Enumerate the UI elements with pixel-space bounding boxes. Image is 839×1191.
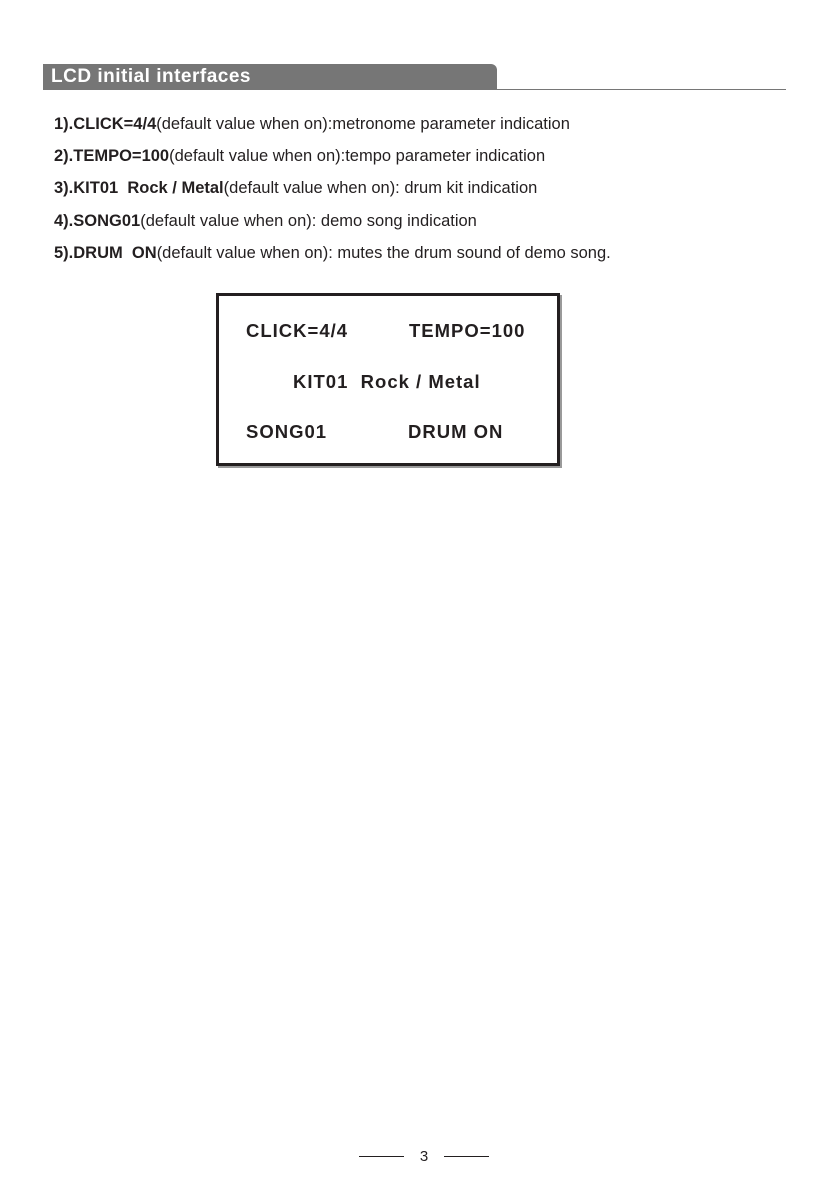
item-number: 5).: [54, 243, 74, 262]
indication-list: [54, 113, 611, 274]
header-rule: [497, 89, 786, 90]
item-description: (default value when on):metronome parameter indication: [156, 115, 570, 133]
lcd-click-value: CLICK=4/4: [246, 320, 349, 341]
lcd-kit-value: KIT01 Rock / Metal: [293, 371, 481, 392]
lcd-tempo-value: TEMPO=100: [409, 320, 526, 341]
lcd-display: [216, 293, 560, 466]
footer-rule-left: [359, 1156, 404, 1157]
section-header: [43, 64, 497, 90]
item-description: (default value when on): mutes the drum sound of demo song.: [156, 243, 611, 262]
page-number: 3: [419, 1148, 429, 1165]
list-item: [54, 210, 611, 242]
item-description: (default value when on):tempo parameter indication: [169, 147, 546, 166]
list-item: [54, 113, 611, 145]
page-footer: [0, 1146, 839, 1168]
item-description: (default value when on): drum kit indication: [223, 179, 538, 198]
section-title: LCD initial interfaces: [51, 66, 251, 87]
item-number: 3).: [54, 179, 74, 198]
lcd-song-value: SONG01: [246, 421, 328, 442]
item-key: KIT01 Rock / Metal: [73, 179, 224, 198]
item-number: 2).: [54, 147, 74, 166]
item-key: DRUM ON: [73, 243, 157, 262]
item-number: 1).: [54, 115, 74, 133]
lcd-drum-value: DRUM ON: [408, 421, 504, 442]
item-key: SONG01: [73, 211, 141, 230]
item-key: CLICK=4/4: [73, 115, 157, 133]
list-item: [54, 145, 611, 177]
item-description: (default value when on): demo song indication: [140, 211, 477, 230]
item-number: 4).: [54, 211, 74, 230]
list-item: [54, 177, 611, 209]
item-key: TEMPO=100: [73, 147, 170, 166]
footer-rule-right: [444, 1156, 489, 1157]
list-item: [54, 242, 611, 274]
